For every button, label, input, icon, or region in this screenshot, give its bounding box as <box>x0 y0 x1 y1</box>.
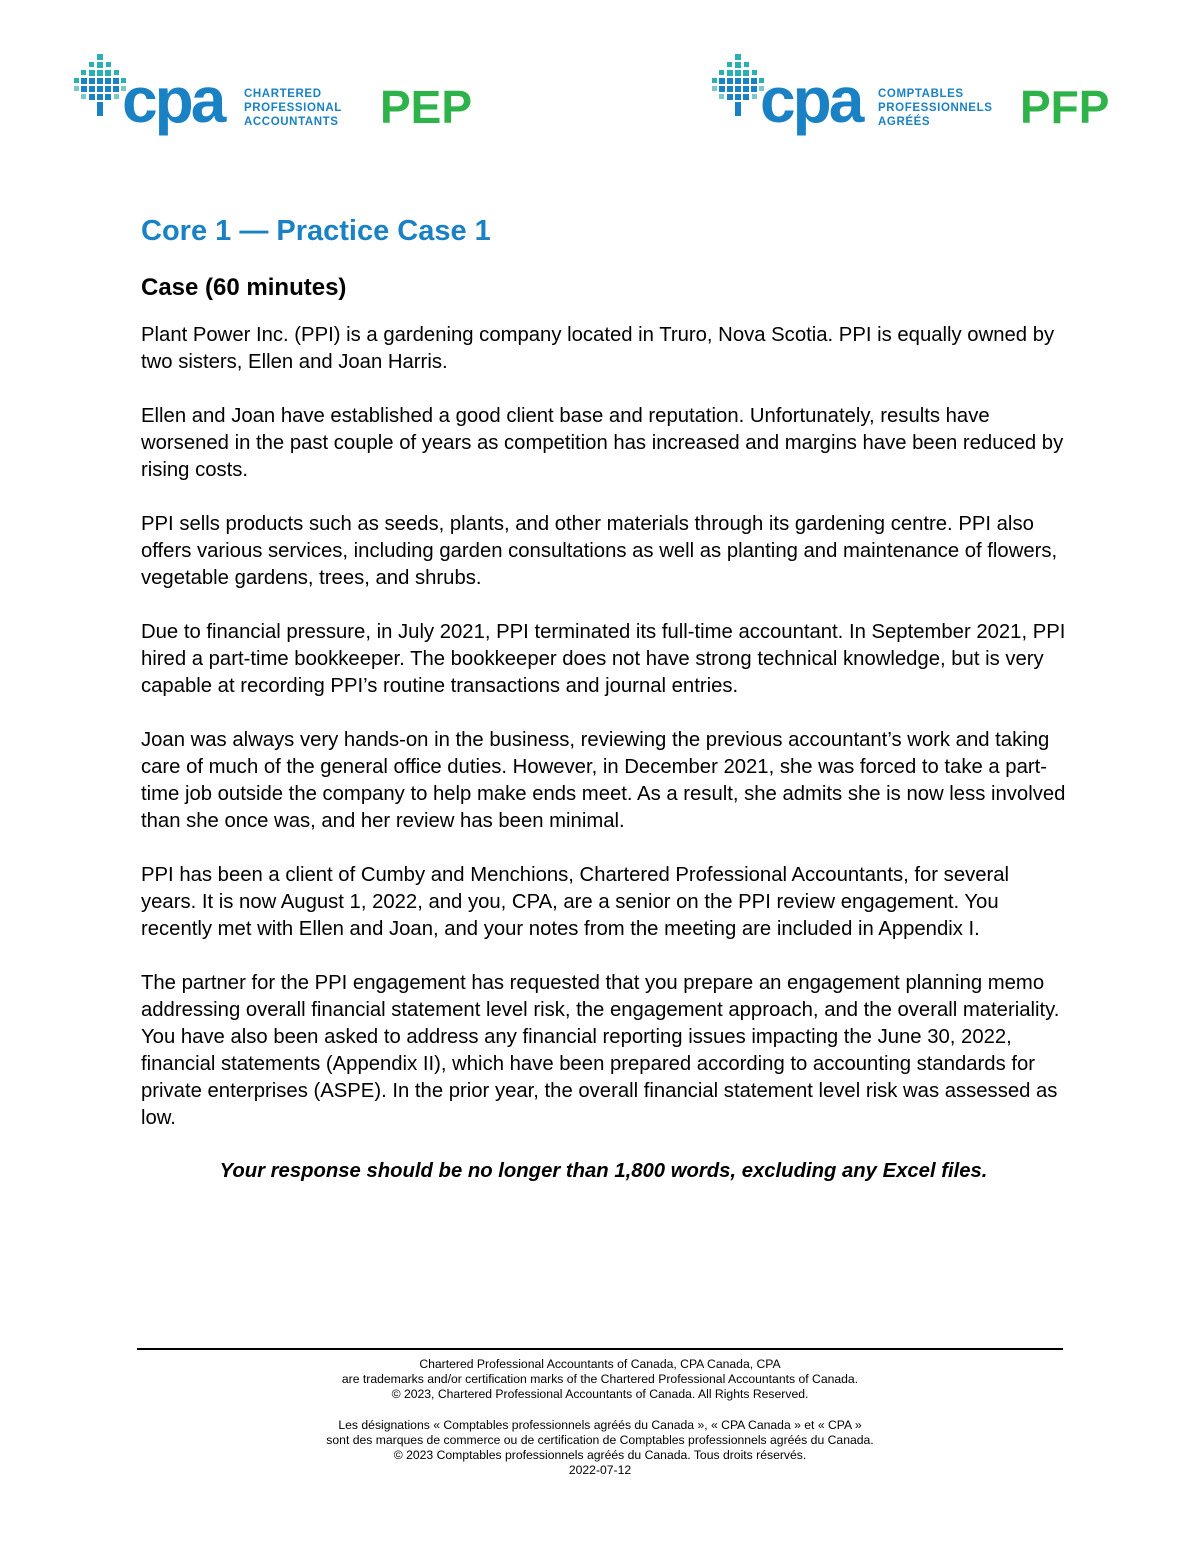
maple-leaf-icon <box>710 52 766 124</box>
footer-line-en: Chartered Professional Accountants of Canada, CPA Canada, CPA <box>419 1357 781 1371</box>
logo-tagline <box>244 87 342 129</box>
footer-line-fr: sont des marques de commerce ou de certification de Comptables professionnels agréés du Canada. <box>326 1433 874 1447</box>
cpa-pfp-logo <box>710 52 1130 142</box>
case-paragraph: Plant Power Inc. (PPI) is a gardening company located in Truro, Nova Scotia. PPI is equally owned by two sisters, Ellen and Joan Harris. <box>141 324 1055 373</box>
program-name: PEP <box>380 81 473 133</box>
case-content <box>141 212 1066 1185</box>
tagline-line: ACCOUNTANTS <box>244 116 339 128</box>
footer <box>137 1357 1063 1478</box>
tagline-line: PROFESSIONAL <box>244 102 342 114</box>
case-paragraph: Due to financial pressure, in July 2021, PPI terminated its full-time accountant. In September 2021, PPI hired a part-time bookkeeper. The bookkeeper does not have strong technical knowledge, but is very capable at recording PPI’s routine transactions and journal entries. <box>141 621 1066 697</box>
page-title: Core 1 — Practice Case 1 <box>141 215 491 247</box>
footer-line-en: © 2023, Chartered Professional Accountants of Canada. All Rights Reserved. <box>391 1387 809 1401</box>
maple-leaf-icon <box>72 52 128 124</box>
footer-line-en: are trademarks and/or certification marks of the Chartered Professional Accountants of Canada. <box>341 1372 859 1386</box>
case-paragraph: Joan was always very hands-on in the business, reviewing the previous accountant’s work and taking care of much of the general office duties. However, in December 2021, she was forced to take a part-time job outside the company to help make ends meet. As a result, she admits she is now less involved than she once was, and her review has been minimal. <box>141 729 1066 832</box>
case-subtitle: Case (60 minutes) <box>141 274 347 301</box>
cpa-wordmark: cpa <box>122 64 224 136</box>
footer-divider <box>137 1348 1063 1350</box>
case-paragraph: Ellen and Joan have established a good client base and reputation. Unfortunately, results have worsened in the past couple of years as competition has increased and margins have been reduced by rising costs. <box>141 405 1064 481</box>
cpa-wordmark: cpa <box>760 64 862 136</box>
case-paragraph: PPI sells products such as seeds, plants, and other materials through its gardening centre. PPI also offers various services, including garden consultations as well as planting and maintenance of flowers, vegetable gardens, trees, and shrubs. <box>141 513 1058 589</box>
logo-tagline <box>878 87 992 129</box>
tagline-line: PROFESSIONNELS <box>878 102 993 114</box>
case-paragraph: PPI has been a client of Cumby and Menchions, Chartered Professional Accountants, for several years. It is now August 1, 2022, and you, CPA, are a senior on the PPI review engagement. You recently met with Ellen and Joan, and your notes from the meeting are included in Appendix I. <box>141 864 1010 940</box>
footer-date: 2022-07-12 <box>568 1463 632 1477</box>
footer-line-fr: Les désignations « Comptables professionnels agréés du Canada », « CPA Canada » et « CPA » <box>338 1418 862 1432</box>
tagline-line: COMPTABLES <box>878 88 964 100</box>
tagline-line: CHARTERED <box>244 88 322 100</box>
footer-line-fr: © 2023 Comptables professionnels agréés du Canada. Tous droits réservés. <box>393 1448 807 1462</box>
cpa-pep-logo <box>72 52 502 142</box>
program-name: PFP <box>1020 81 1110 133</box>
tagline-line: AGRÉÉS <box>878 116 931 128</box>
word-limit-note: Your response should be no longer than 1,800 words, excluding any Excel files. <box>219 1160 988 1182</box>
case-paragraph: The partner for the PPI engagement has requested that you prepare an engagement planning memo addressing overall financial statement level risk, the engagement approach, and the overall materiality. You have also been asked to address any financial reporting issues impacting the June 30, 2022, financial statements (Appendix II), which have been prepared according to accounting standards for private enterprises (ASPE). In the prior year, the overall financial statement level risk was assessed as low. <box>141 972 1060 1129</box>
